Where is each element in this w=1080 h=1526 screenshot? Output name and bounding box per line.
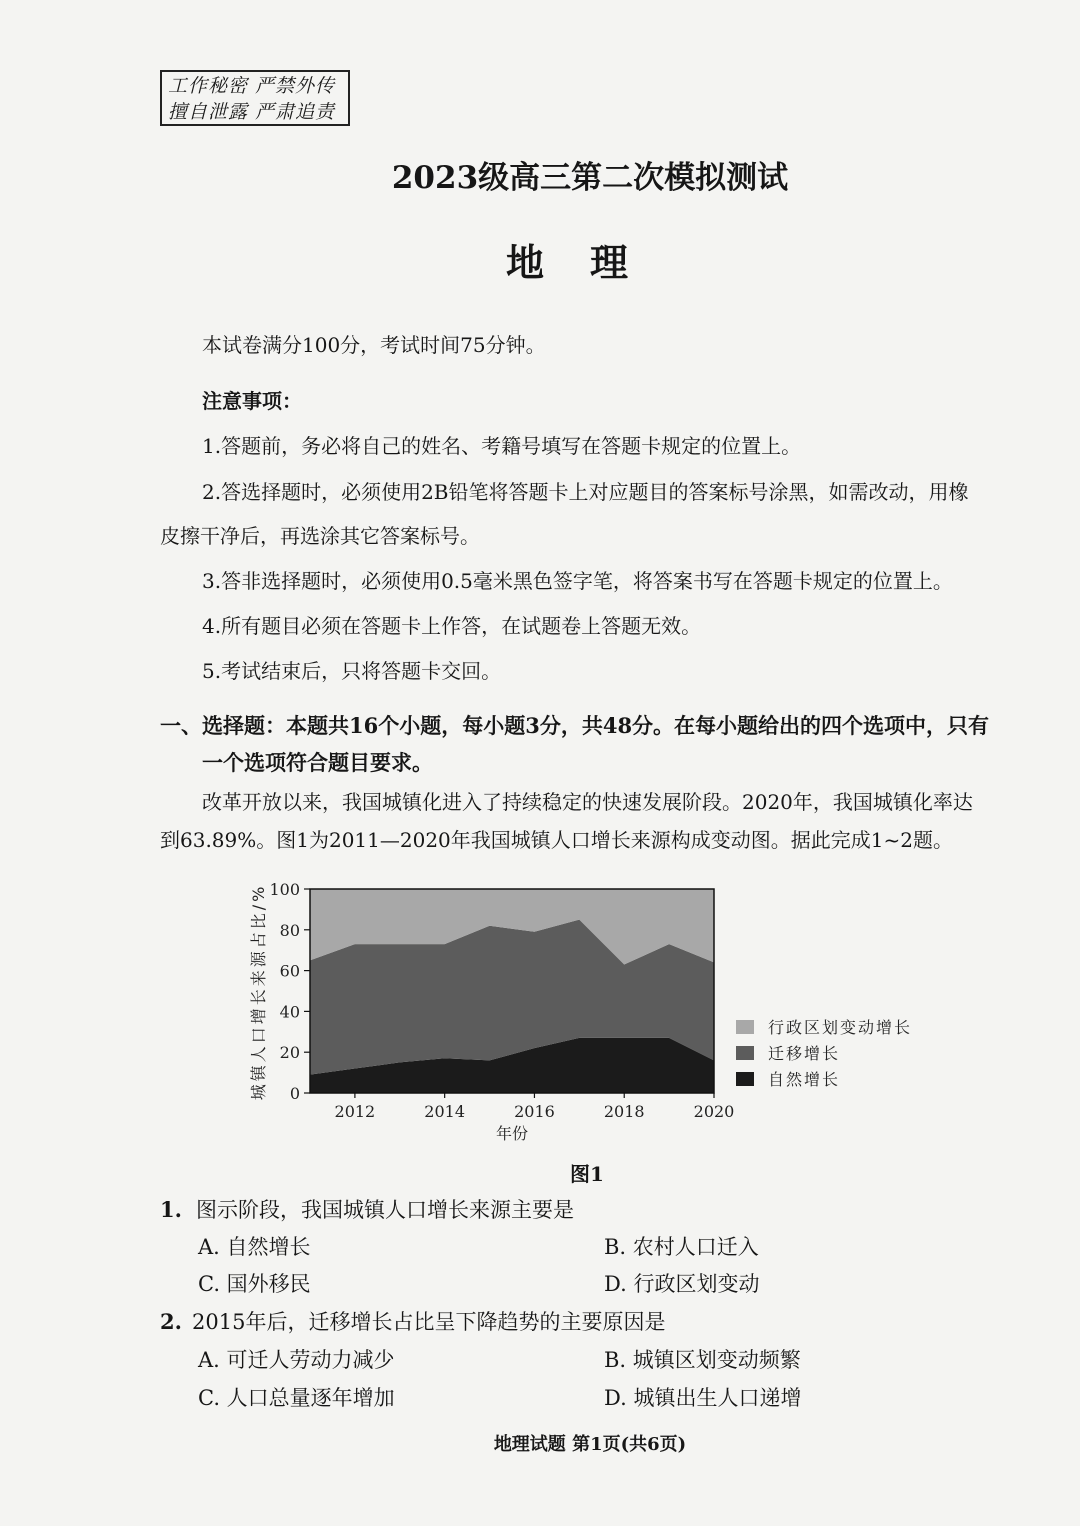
q2-option-c[interactable]: C. 人口总量逐年增加 — [198, 1386, 395, 1410]
q1-stem: 图示阶段，我国城镇人口增长来源主要是 — [196, 1198, 574, 1222]
subject-title: 地理 — [505, 240, 674, 285]
q1-number: 1. — [160, 1197, 182, 1222]
notice-item-4: 4.所有题目必须在答题卡上作答，在试题卷上答题无效。 — [202, 614, 702, 638]
q2-number: 2. — [160, 1309, 182, 1334]
y-axis-label: 城镇人口增长来源占比/% — [249, 883, 268, 1101]
confidential-stamp — [160, 70, 350, 126]
y-tick-label-4: 80 — [279, 920, 300, 940]
x-tick-label-3: 2018 — [603, 1102, 645, 1121]
x-tick-label-2: 2016 — [514, 1102, 555, 1121]
x-tick-label-0: 2012 — [334, 1102, 376, 1121]
stamp-line-1: 工作秘密 严禁外传 — [168, 75, 336, 97]
notice-item-2b: 皮擦干净后，再选涂其它答案标号。 — [160, 524, 480, 548]
q2-stem: 2015年后，迁移增长占比呈下降趋势的主要原因是 — [192, 1310, 666, 1334]
notice-item-5: 5.考试结束后，只将答题卡交回。 — [202, 659, 502, 683]
passage-line-1: 改革开放以来，我国城镇化进入了持续稳定的快速发展阶段。2020年，我国城镇化率达 — [202, 790, 973, 814]
passage-line-2: 到63.89%。图1为2011—2020年我国城镇人口增长来源构成变动图。据此完成1~2题。 — [160, 828, 953, 852]
y-tick-label-2: 40 — [279, 1002, 300, 1022]
y-tick-label-1: 20 — [279, 1043, 300, 1063]
x-tick-label-4: 2020 — [693, 1102, 735, 1121]
stamp-line-2: 擅自泄露 严肃追责 — [168, 101, 336, 123]
legend-label-1: 行政区划变动增长 — [768, 1018, 913, 1037]
notice-item-1: 1.答题前，务必将自己的姓名、考籍号填写在答题卡规定的位置上。 — [202, 434, 802, 458]
chart-caption: 图1 — [570, 1162, 604, 1186]
urban-population-chart — [240, 875, 940, 1145]
y-tick-label-0: 0 — [289, 1084, 300, 1103]
x-tick-label-1: 2014 — [424, 1102, 466, 1121]
exam-title: 2023级高三第二次模拟测试 — [391, 160, 789, 196]
section-heading-line-1: 一、选择题：本题共16个小题，每小题3分，共48分。在每小题给出的四个选项中，只有 — [160, 713, 990, 738]
legend-label-2: 迁移增长 — [768, 1044, 841, 1063]
section-heading-line-2: 一个选项符合题目要求。 — [202, 750, 433, 775]
y-tick-label-5: 100 — [269, 880, 300, 899]
q1-option-c[interactable]: C. 国外移民 — [198, 1272, 311, 1296]
q2-option-a[interactable]: A. 可迁人劳动力减少 — [198, 1348, 395, 1372]
exam-intro: 本试卷满分100分，考试时间75分钟。 — [202, 333, 546, 357]
x-axis-label: 年份 — [495, 1124, 529, 1143]
legend-label-3: 自然增长 — [768, 1070, 841, 1089]
q1-option-a[interactable]: A. 自然增长 — [198, 1235, 311, 1259]
q1-option-b[interactable]: B. 农村人口迁入 — [604, 1235, 759, 1259]
y-tick-label-3: 60 — [279, 961, 300, 981]
legend-swatch-1 — [736, 1020, 754, 1034]
q2-option-b[interactable]: B. 城镇区划变动频繁 — [604, 1348, 801, 1372]
q1-option-d[interactable]: D. 行政区划变动 — [604, 1272, 760, 1296]
notice-item-3: 3.答非选择题时，必须使用0.5毫米黑色签字笔，将答案书写在答题卡规定的位置上。 — [202, 569, 953, 593]
legend-swatch-3 — [736, 1072, 754, 1086]
notice-item-2a: 2.答选择题时，必须使用2B铅笔将答题卡上对应题目的答案标号涂黑，如需改动，用橡 — [202, 480, 969, 504]
q2-option-d[interactable]: D. 城镇出生人口递增 — [604, 1386, 802, 1410]
page-footer: 地理试题 第1页(共6页) — [493, 1434, 687, 1455]
notice-heading: 注意事项： — [202, 389, 302, 413]
legend-swatch-2 — [736, 1046, 754, 1060]
